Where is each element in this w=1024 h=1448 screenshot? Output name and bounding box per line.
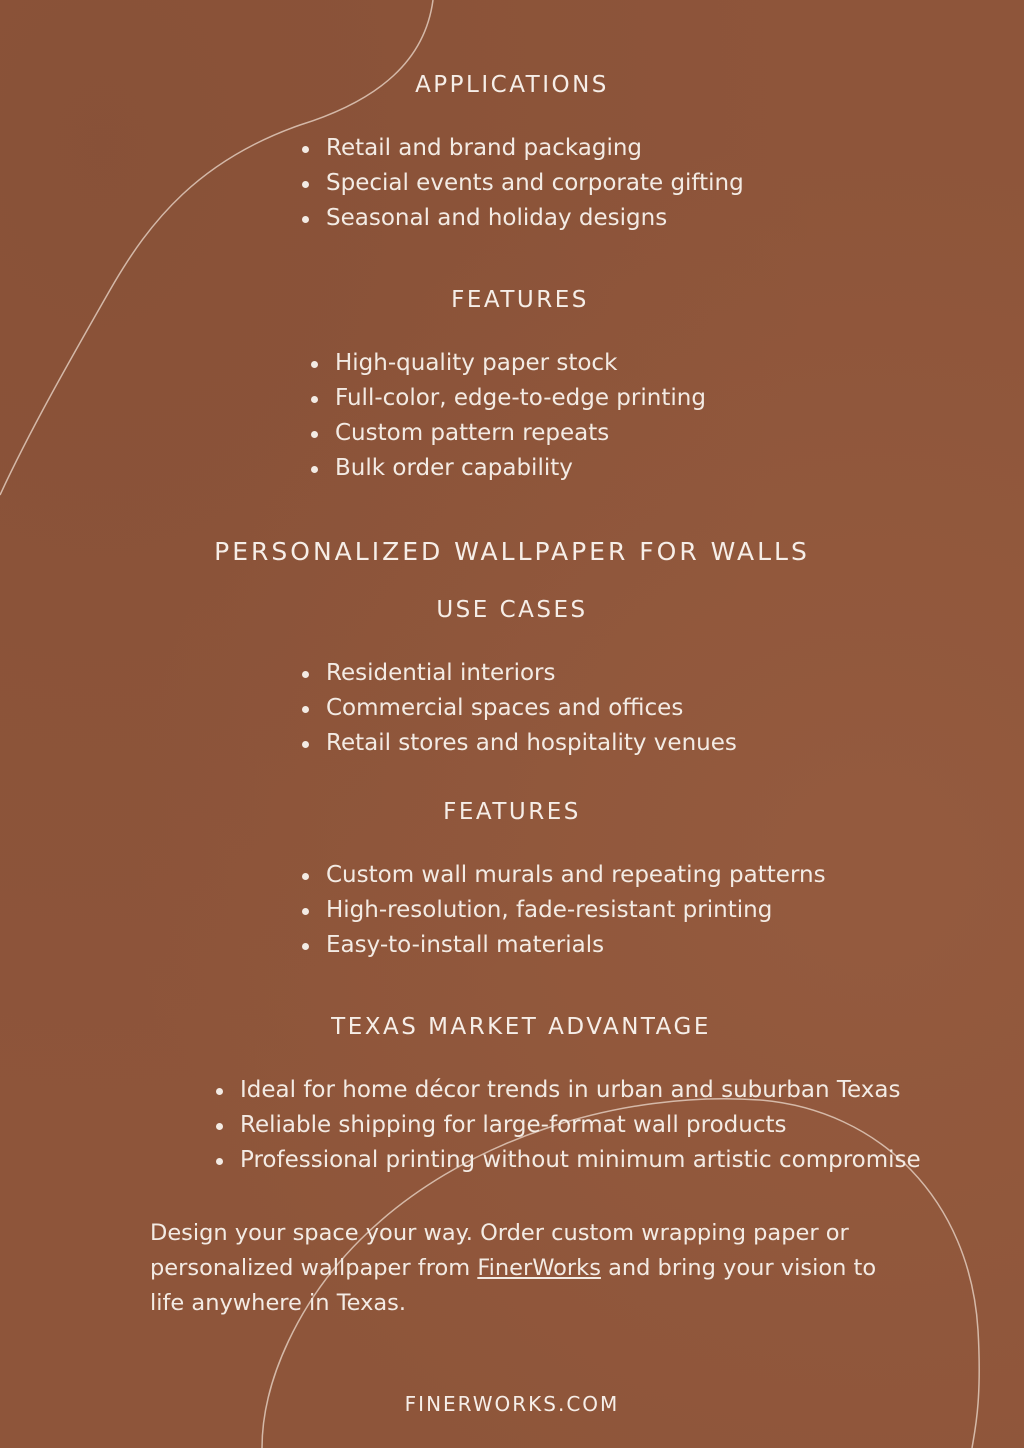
texas-list xyxy=(214,1073,921,1178)
features-list xyxy=(300,858,826,963)
list-item: Retail and brand packaging xyxy=(300,131,744,166)
features-heading: FEATURES xyxy=(443,799,581,825)
list-item: Ideal for home décor trends in urban and suburban Texas xyxy=(214,1073,921,1108)
list-item: Custom wall murals and repeating patterns xyxy=(300,858,826,893)
footer-site-url: FINERWORKS.COM xyxy=(404,1392,620,1416)
use-cases-list xyxy=(300,656,737,761)
list-item: Commercial spaces and offices xyxy=(300,691,737,726)
features-heading: FEATURES xyxy=(451,287,589,313)
applications-heading: APPLICATIONS xyxy=(415,72,609,98)
list-item: Seasonal and holiday designs xyxy=(300,201,744,236)
list-item: High-resolution, fade-resistant printing xyxy=(300,893,826,928)
list-item: Professional printing without minimum artistic compromise xyxy=(214,1143,921,1178)
list-item: Reliable shipping for large-format wall products xyxy=(214,1108,921,1143)
list-item: Residential interiors xyxy=(300,656,737,691)
list-item: Special events and corporate gifting xyxy=(300,166,744,201)
applications-list xyxy=(300,131,744,236)
closing-text-start: Design your space your way. Order custom wrapping paper or personalized wallpaper from xyxy=(150,1220,849,1281)
features-list xyxy=(309,346,706,486)
texas-heading: TEXAS MARKET ADVANTAGE xyxy=(331,1014,711,1040)
wallpaper-section-title: PERSONALIZED WALLPAPER FOR WALLS xyxy=(214,537,810,566)
closing-text-end: and bring your vision to life anywhere in Texas. xyxy=(150,1255,877,1316)
closing-paragraph xyxy=(150,1216,890,1321)
list-item: Full-color, edge-to-edge printing xyxy=(309,381,706,416)
use-cases-heading: USE CASES xyxy=(436,597,588,623)
list-item: Bulk order capability xyxy=(309,451,706,486)
finerworks-link[interactable]: FinerWorks xyxy=(477,1255,601,1281)
list-item: Easy-to-install materials xyxy=(300,928,826,963)
list-item: High-quality paper stock xyxy=(309,346,706,381)
list-item: Custom pattern repeats xyxy=(309,416,706,451)
list-item: Retail stores and hospitality venues xyxy=(300,726,737,761)
